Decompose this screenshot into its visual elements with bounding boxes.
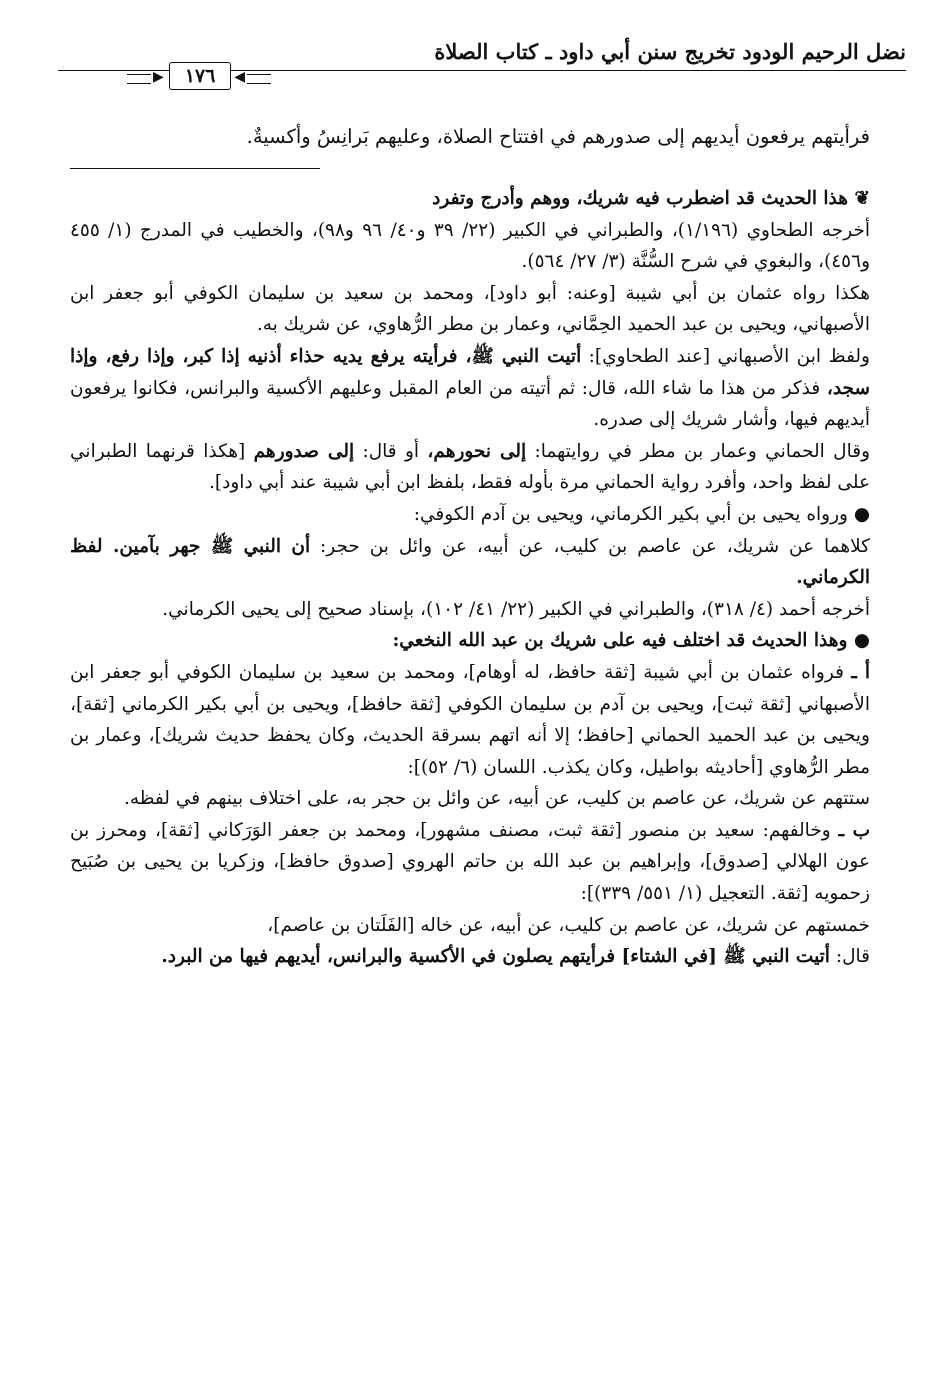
item-label: ب ـ xyxy=(838,819,870,841)
paragraph-13 xyxy=(70,941,870,973)
section-heading: هذا الحديث قد اضطرب فيه شريك، ووهم وأدرج وتفرد xyxy=(432,188,849,209)
text-run: وقال الحماني وعمار بن مطر في روايتهما: xyxy=(526,440,871,462)
item-label: أ ـ xyxy=(851,661,870,683)
ornament-lines-right xyxy=(247,74,271,84)
paragraph-0 xyxy=(70,183,870,215)
section-heading: وهذا الحديث قد اختلف فيه على شريك بن عبد الله النخعي: xyxy=(392,630,848,652)
paragraph-6 xyxy=(70,531,870,594)
paragraph-10: ستتهم عن شريك، عن عاصم بن كليب، عن أبيه، عن وائل بن حجر به، على اختلاف بينهم في لفظه. xyxy=(123,788,870,810)
text-run: قال: xyxy=(829,946,870,968)
paragraph-1: أخرجه الطحاوي (١/١٩٦)، والطبراني في الكبير (٢٢/ ٣٩ و٤٠/ ٩٦ و٩٨)، والخطيب في المدرج (١/ ٤٥٥ و٤٥٦)، والبغوي في شرح السُّنَّة (٣/ ٢٧/ ٥٦٤). xyxy=(70,219,871,273)
ornament-lines-left xyxy=(127,74,151,84)
page-header xyxy=(58,38,906,88)
footnote-separator xyxy=(70,168,320,169)
running-title: نضل الرحيم الودود تخريج سنن أبي داود ـ كتاب الصلاة xyxy=(434,39,906,64)
paragraph-12: خمستهم عن شريك، عن عاصم بن كليب، عن أبيه، عن خاله [الفَلَتان بن عاصم]، xyxy=(267,914,870,936)
paragraph-5 xyxy=(70,499,870,531)
quoted-phrase: إلى صدورهم xyxy=(253,440,355,462)
text-run: كلاهما عن شريك، عن عاصم بن كليب، عن أبيه، عن وائل بن حجر: xyxy=(310,535,870,557)
quoted-hadith: أتيت النبي ﷺ [في الشتاء] فرأيتهم يصلون في الأكسية والبرانس، أيديهم فيها من البرد. xyxy=(161,946,830,968)
ornament-right-icon: ◀ xyxy=(234,69,245,85)
paragraph-7: أخرجه أحمد (٤/ ٣١٨)، والطبراني في الكبير (٢٢/ ٤١/ ١٠٢)، بإسناد صحيح إلى يحيى الكرماني. xyxy=(162,598,870,620)
continuation-line: فرأيتهم يرفعون أيديهم إلى صدورهم في افتتاح الصلاة، وعليهم بَرانِسُ وأكسيةٌ. xyxy=(246,125,870,148)
bullet-icon: ● xyxy=(853,630,870,652)
text-run: ولفظ ابن الأصبهاني [عند الطحاوي]: xyxy=(581,345,870,367)
text-run: فرواه عثمان بن أبي شيبة [ثقة حافظ، له أوهام]، ومحمد بن سعيد بن سليمان الكوفي أبو جعفر ابن الأصبهاني [ثقة ثبت]، ويحيى بن آدم بن سليمان الكوفي [ثقة حافظ]، ويحيى بن أبي بكير الكرماني [ثقة]، ويحيى بن عبد الحميد الحماني [حافظ؛ إلا أنه اتهم بسرقة الحديث، وكان يحفظ حديث شريك]، وعمار بن مطر الرُّهاوي [أحاديثه بواطيل، وكان يكذب. اللسان (٦/ ٥٢)]: xyxy=(70,661,870,778)
paragraph-2: هكذا رواه عثمان بن أبي شيبة [وعنه: أبو داود]، ومحمد بن سعيد بن سليمان الكوفي أبو جعفر ابن الأصبهاني، ويحيى بن عبد الحميد الحِمَّاني، وعمار بن مطر الرُّهاوي، عن شريك به. xyxy=(70,282,870,336)
text-run: [هكذا قرنهما الطبراني على لفظ واحد، وأفرد رواية الحماني مرة بأوله فقط، بلفظ ابن أبي شيبة عند أبي داود]. xyxy=(70,440,870,494)
bullet-icon: ● xyxy=(853,503,870,525)
quoted-hadith: أتيت النبي ﷺ، فرأيته يرفع يديه حذاء أذنيه إذا كبر، وإذا رفع، وإذا سجد، xyxy=(70,345,870,399)
text-run: ورواه يحيى بن أبي بكير الكرماني، ويحيى بن آدم الكوفي: xyxy=(413,503,848,525)
text-run: وخالفهم: سعيد بن منصور [ثقة ثبت، مصنف مشهور]، ومحمد بن جعفر الوَرَكاني [ثقة]، ومحرز بن عون الهلالي [صدوق]، وإبراهيم بن عبد الله بن حاتم الهروي [صدوق حافظ]، وزكريا بن يحيى بن صُبَيح زحمويه [ثقة. التعجيل (١/ ٥٥١/ ٣٣٩)]: xyxy=(70,819,870,905)
text-run: أو قال: xyxy=(354,440,428,462)
text-run: فذكر من هذا ما شاء الله، قال: ثم أتيته من العام المقبل وعليهم الأكسية والبرانس، فكانوا يرفعون أيديهم فيها، وأشار شريك إلى صدره. xyxy=(70,377,870,431)
flower-icon: ❦ xyxy=(854,188,870,209)
paragraph-9 xyxy=(70,657,870,783)
page-body xyxy=(70,120,870,973)
quoted-phrase: إلى نحورهم، xyxy=(427,440,527,462)
page-number: ١٧٦ xyxy=(169,62,231,90)
paragraph-4 xyxy=(70,436,870,499)
quoted-hadith: أن النبي ﷺ جهر بآمين. لفظ الكرماني. xyxy=(70,535,870,589)
page-number-frame xyxy=(143,60,255,94)
paragraph-11 xyxy=(70,815,870,910)
paragraph-8 xyxy=(70,625,870,657)
ornament-left-icon: ▶ xyxy=(153,69,164,85)
paragraph-3 xyxy=(70,341,870,436)
